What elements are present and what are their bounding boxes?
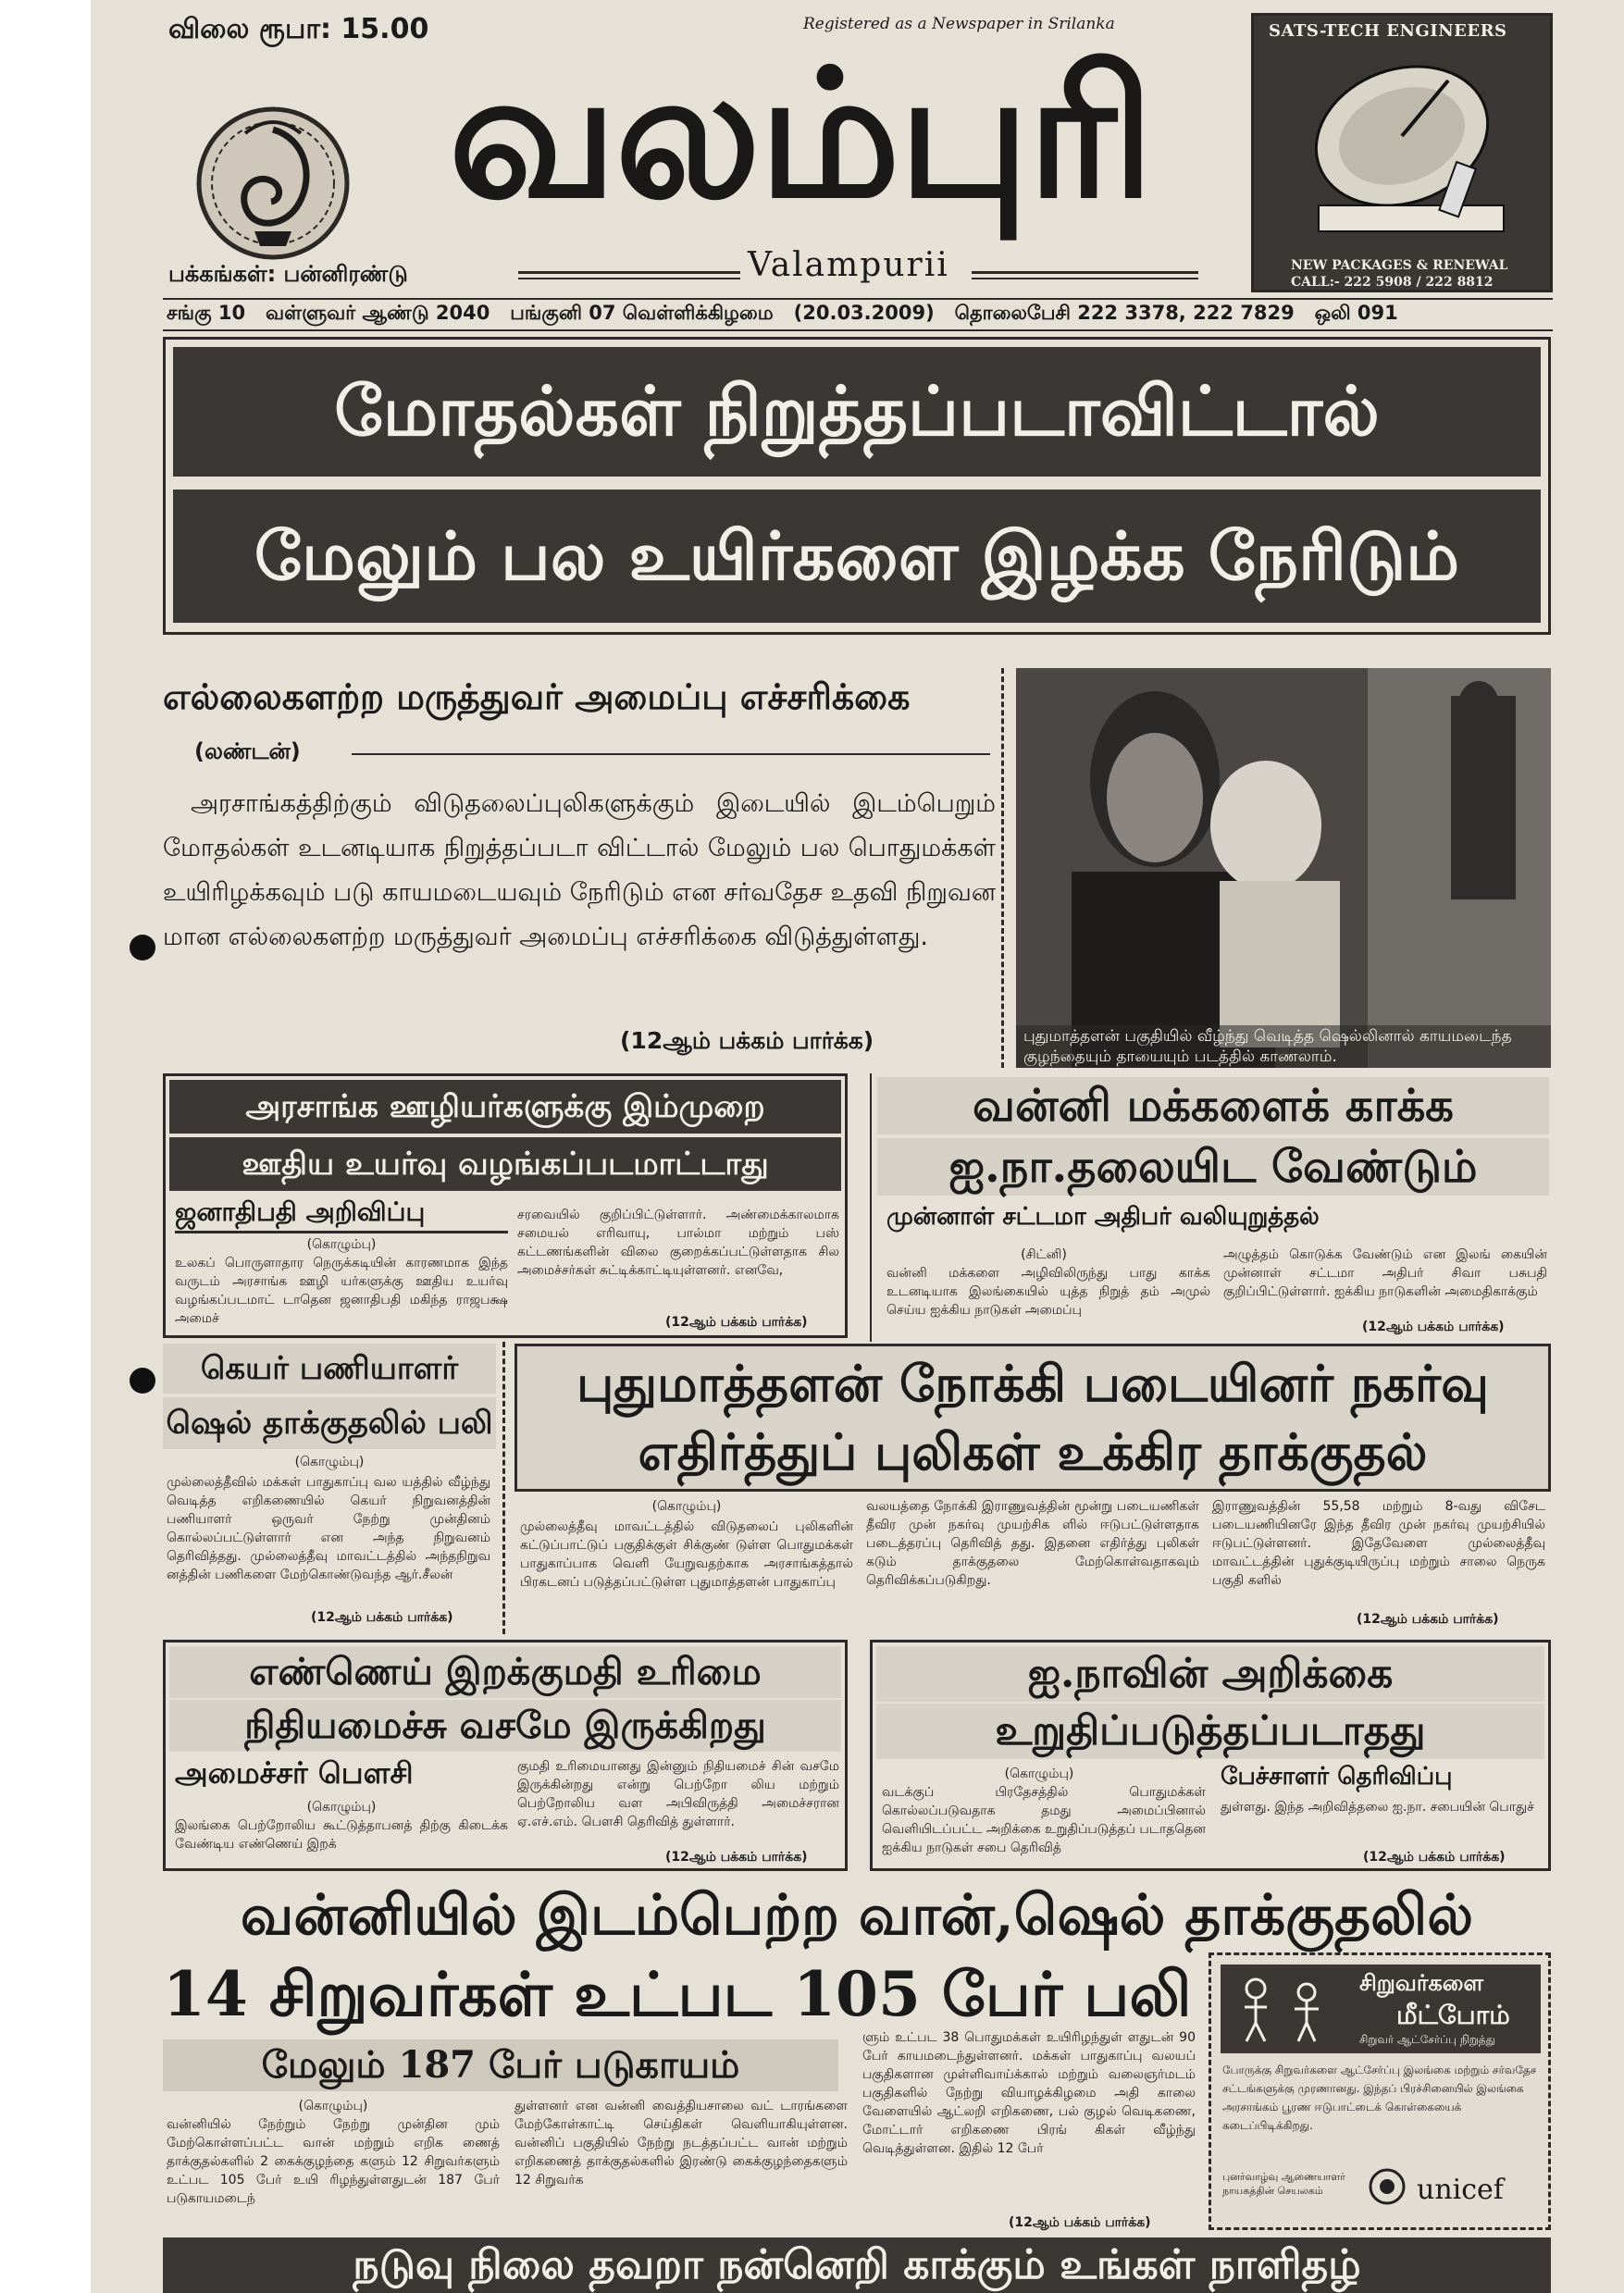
main-headline-line1: மோதல்கள் நிறுத்தப்படாவிட்டால் [173,347,1541,477]
story5-headline-line2: எதிர்த்துப் புலிகள் உக்கிர தாக்குதல் [638,1422,1428,1481]
story3-box [870,1073,1551,1342]
punch-hole [130,1368,155,1394]
story7-box [870,1640,1551,1871]
story4-headline-line2: ஷெல் தாக்குதலில் பலி [163,1397,496,1449]
masthead-rule [972,278,1198,279]
story1-dateline: (லண்டன்) [194,738,301,764]
story1-rule [352,753,990,755]
news-photo [1016,668,1551,1068]
masthead-english-title: Valampurii [748,246,949,284]
story2-dateline: (கொழும்பு) [306,1237,377,1252]
conch-emblem [190,102,356,264]
main-headline-line2: மேலும் பல உயிர்களை இழக்க நேரிடும் [173,490,1541,623]
masthead-rule [518,278,740,279]
story8-col2: துள்ளனர் என வன்னி வைத்தியசாலை வட் டாரங்களை மேற்கோள்காட்டி செய்திகள் வெளியாகியுள்ளன. வன்னிப் பகுதியில் நேற்று நடத்தப்பட்ட வான் மற்றும் எறிகணைத் தாக்குதல்களில் இரண்டு கைக்குழந்தைகளும் 12 சிறுவர்க [514,2099,848,2188]
punch-hole [130,935,155,961]
registration-note: Registered as a Newspaper in Srilanka [803,15,1115,33]
ad-phone-line: CALL:- 222 5908 / 222 8812 [1291,275,1494,290]
story2-jump: (12ஆம் பக்கம் பார்க்க) [665,1315,808,1330]
masthead-rule [972,271,1198,274]
story8-subhead: மேலும் 187 பேர் படுகாயம் [163,2039,838,2091]
masthead-title: வலம்புரி [448,31,1153,237]
bottom-banner: நடுவு நிலை தவறா நன்னெறி காக்கும் உங்கள் நாளிதழ் [163,2237,1551,2293]
page-edge [0,0,91,2293]
issue-info-line: சங்கு 10 வள்ளுவர் ஆண்டு 2040 பங்குனி 07 வெள்ளிக்கிழமை (20.03.2009) தொலைபேசி 222 3378, 222 7829 ஒலி 091 [167,302,1398,324]
story6-col2: குமதி உரிமையானது இன்னும் நிதியமைச் சின் வசமே இருக்கின்றது என்று பெற்றோ லிய மற்றும் பெற்றோலிய வள அபிவிருத்தி அமைச்சரான ஏ.எச்.எம். பௌசி தெரிவித் துள்ளார். [517,1759,839,1829]
story2-col2: சரவையில் குறிப்பிட்டுள்ளார். அண்மைக்காலமாக சமையல் எரிவாயு, பால்மா மற்றும் பஸ் கட்டணங்களின் விலை குறைக்கப்பட்டுள்ளதாக சில அமைச்சர்கள் சுட்டிக்காட்டியுள்ளனர். எனவே, [517,1208,839,1278]
unicef-ad-tagline: சிறுவர் ஆட்சேர்ப்பு நிறுத்து [1359,2033,1496,2046]
story3-jump: (12ஆம் பக்கம் பார்க்க) [1362,1320,1505,1334]
main-headline-box [163,337,1551,635]
satstech-ad [1251,13,1553,292]
children-icon [1228,1972,1339,2046]
story2-headline-line2: ஊதிய உயர்வு வழங்கப்படமாட்டாது [169,1137,841,1191]
story7-headline-line2: உறுதிப்படுத்தப்படாதது [876,1704,1544,1759]
story4-box [163,1342,505,1634]
story4-headline-line1: கெயர் பணியாளர் [163,1344,496,1394]
unicef-ad [1209,1952,1551,2230]
story3-col1: வன்னி மக்களை அழிவிலிருந்து பாது காக்க உடனடியாக இலங்கையில் யுத்த நிறுத் தம் அமுல் செய்ய ஐக்கிய நாடுகள் அமைப்பு [886,1266,1210,1318]
satellite-dish-icon [1291,53,1522,238]
story7-jump: (12ஆம் பக்கம் பார்க்க) [1363,1850,1506,1865]
story2-box [163,1073,848,1338]
unicef-logo: unicef [1417,2174,1504,2206]
stamp-mark [592,0,796,13]
page-count: பக்கங்கள்: பன்னிரண்டு [168,261,408,287]
story5-headline-line1: புதுமாத்தளன் நோக்கி படையினர் நகர்வு [576,1354,1489,1413]
story5-col2: வலயத்தை நோக்கி இராணுவத்தின் மூன்று படையணிகள் தீவிர முன் நகர்வு முயற்சிக ளில் ஈடுபட்டுள்ளதாக படைத்தரப்பு தெரிவித் தது. இதனை எதிர்த்து புலிகள் கடும் தாக்குதலை மேற்கொள்வதாகவும் தெரிவிக்கப்படுகிறது. [866,1499,1199,1588]
unicef-ad-title-line2: மீட்போம் [1396,2000,1510,2030]
masthead-rule [518,271,740,274]
story1-jump: (12ஆம் பக்கம் பார்க்க) [620,1027,874,1054]
story1-headline: எல்லைகளற்ற மருத்துவர் அமைப்பு எச்சரிக்கை [163,676,911,717]
story8-headline-line2: 14 சிறுவர்கள் உட்பட 105 பேர் பலி [163,1958,1192,2030]
ad-company-name: SATS-TECH ENGINEERS [1269,21,1507,41]
column-divider [1001,668,1004,1068]
story7-subhead: பேச்சாளர் தெரிவிப்பு [1221,1763,1453,1791]
story7-headline-line1: ஐ.நாவின் அறிக்கை [876,1646,1544,1702]
story2-headline-line1: அரசாங்க ஊழியர்களுக்கு இம்முறை [169,1080,841,1134]
story3-headline-line2: ஐ.நா.தலையிட வேண்டும் [877,1138,1549,1196]
story8-col1: வன்னியில் நேற்றும் நேற்று முன்தின மும் மேற்கொள்ளப்பட்ட வான் மற்றும் எறிக ணைத் தாக்குதல்களில் 2 கைக்குழந்தை களும் 12 சிறுவர்களும் உட்பட 105 பேர் உயி ரிழந்துள்ளதுடன் 187 பேர் படுகாயமடைந் [167,2117,500,2206]
photo-caption: புதுமாத்தளன் பகுதியில் வீழ்ந்து வெடித்த ஷெல்லினால் காயமடைந்த குழந்தையும் தாயையும் படத்தில் காணலாம். [1016,1025,1551,1068]
story3-headline-line1: வன்னி மக்களைக் காக்க [877,1077,1549,1134]
story8-col3: ளும் உட்பட 38 பொதுமக்கள் உயிரிழந்துள் ளதுடன் 90 பேர் காயமடைந்துள்ளனர். மக்கள் பாதுகாப்பு வலயப் பகுதிகளான முள்ளிவாய்க்கால் மற்றும் வலைஞர்மடம் பகுதிகளில் நேற்று வியாழக்கிழமை அதி காலை வேளையில் ஆட்லறி எறிகணை, பல் குழல் வெடிகணை, மோட்டார் எறிகணை பிரங் கிகள் வீழ்ந்து வெடித்துள்ளன. இதில் 12 பேர் [862,2030,1196,2156]
unicef-ad-body: போருக்கு சிறுவர்களை ஆட்சேர்ப்பு இலங்கை மற்றும் சர்வதேச சட்டங்களுக்கு முரணானது. இந்தப் பிரச்சினையில் இலங்கை அரசாங்கம் பூரண ஈடுபாட்டைக் கொள்கையைக் கடைப்பிடிக்கிறது. [1222,2064,1537,2132]
info-rule-bottom [163,329,1553,331]
story6-subhead: அமைச்சர் பௌசி [175,1755,414,1791]
info-rule-top [163,298,1553,300]
story3-dateline: (சிட்னி) [1021,1247,1067,1262]
price-label: விலை ரூபா: 15.00 [168,13,429,45]
story5-box [514,1342,1551,1634]
story2-col1: உலகப் பொருளாதார நெருக்கடியின் காரணமாக இந்த வருடம் அரசாங்க ஊழி யர்களுக்கு ஊதிய உயர்வு வழங்கப்படமாட் டாதென ஜனாதிபதி மகிந்த ராஜபக்ஷ அமைச் [175,1256,508,1326]
story6-box [163,1640,848,1871]
story4-jump: (12ஆம் பக்கம் பார்க்க) [311,1610,453,1625]
story5-headline-box [514,1344,1551,1492]
unicef-ad-footer: புனர்வாழ்வு ஆணையாளர் நாயகத்தின் செயலகம் [1222,2171,1345,2197]
unicef-ad-title-line1: சிறுவர்களை [1359,1970,1484,1996]
story3-col2: அழுத்தம் கொடுக்க வேண்டும் என இலங் கையின் முன்னாள் சட்டமா அதிபர் சிவா பசுபதி குறிப்பிட்டுள்ளார். ஐக்கிய நாடுகளின் அமைதிகாக்கும் [1223,1247,1547,1299]
story4-body: முல்லைத்தீவில் மக்கள் பாதுகாப்பு வல யத்தில் வீழ்ந்து வெடித்த எறிகணையில் கெயர் நிறுவனத்தின் பணியாளர் ஒருவர் நேற்று முன்தினம் கொல்லப்பட்டுள்ளார் என அந்த நிறுவனம் தெரிவித்தது. முல்லைத்தீவு மாவட்டத்தில் அந்தநிறுவ னத்தின் பணிகளை மேற்கொண்டுவந்த ஆர்.சீலன் [167,1475,490,1582]
story7-col2: துள்ளது. இந்த அறிவித்தலை ஐ.நா. சபையின் பொதுச் [1221,1800,1534,1815]
government-emblem-icon [1369,2164,1406,2209]
story2-subhead: ஜனாதிபதி அறிவிப்பு [175,1196,508,1233]
story6-jump: (12ஆம் பக்கம் பார்க்க) [665,1850,808,1865]
ad-packages-line: NEW PACKAGES & RENEWAL [1291,258,1508,273]
story1-body: அரசாங்கத்திற்கும் விடுதலைப்புலிகளுக்கும் இடையில் இடம்பெறும் மோதல்கள் உடனடியாக நிறுத்தப்படா விட்டால் மேலும் பல பொதுமக்கள் உயிரிழக்கவும் படு காயமடையவும் நேரிடும் என சர்வதேச உதவி நிறுவன மான எல்லைகளற்ற மருத்துவர் அமைப்பு எச்சரிக்கை விடுத்துள்ளது. [163,789,996,951]
story5-dateline: (கொழும்பு) [651,1499,722,1514]
story4-dateline: (கொழும்பு) [294,1455,365,1469]
story5-col3: இராணுவத்தின் 55,58 மற்றும் 8-வது விசேட படையணியினரே இந்த தீவிர முன் நகர்வு முயற்சியில் ஈடுபட்டுள்ளனர். இதேவேளை முல்லைத்தீவு மாவட்டத்தின் புதுக்குடியிருப்பு மற்றும் சாலை நெருக பகுதி களில் [1212,1499,1545,1588]
story6-headline-line2: நிதியமைச்சு வசமே இருக்கிறது [169,1700,841,1752]
story5-col1: முல்லைத்தீவு மாவட்டத்தில் விடுதலைப் புலிகளின் கட்டுப்பாட்டுப் பகுதிக்குள் சிக்குண் டுள்ள பொதுமக்கள் பாதுகாப்பாக வெளி யேறுவதற்காக அரசாங்கத்தால் பிரகடனப் படுத்தப்பட்டுள்ள புதுமாத்தளன் பாதுகாப்பு [520,1519,853,1590]
story7-dateline: (கொழும்பு) [1004,1766,1074,1781]
story8-headline-line1: வன்னியில் இடம்பெற்ற வான்,ஷெல் தாக்குதலில் [240,1883,1474,1948]
story6-col1: இலங்கை பெற்றோலிய கூட்டுத்தாபனத் திற்கு கிடைக்க வேண்டிய எண்ணெய் இறக் [175,1818,508,1852]
story8-jump: (12ஆம் பக்கம் பார்க்க) [1009,2215,1151,2230]
story7-col1: வடக்குப் பிரதேசத்தில் பொதுமக்கள் கொல்லப்படுவதாக தமது அமைப்பினால் வெளியிடப்பட்ட அறிக்கை உறுதிப்படுத்தப் படாததென ஐக்கிய நாடுகள் சபை தெரிவித் [882,1785,1206,1855]
story5-jump: (12ஆம் பக்கம் பார்க்க) [1357,1612,1499,1627]
unicef-ad-header [1221,1965,1541,2053]
story3-subhead: முன்னாள் சட்டமா அதிபர் வலியுறுத்தல் [886,1203,1320,1231]
story6-headline-line1: எண்ணெய் இறக்குமதி உரிமை [169,1646,841,1698]
story8-dateline: (கொழும்பு) [298,2099,368,2113]
story6-dateline: (கொழும்பு) [306,1800,377,1815]
